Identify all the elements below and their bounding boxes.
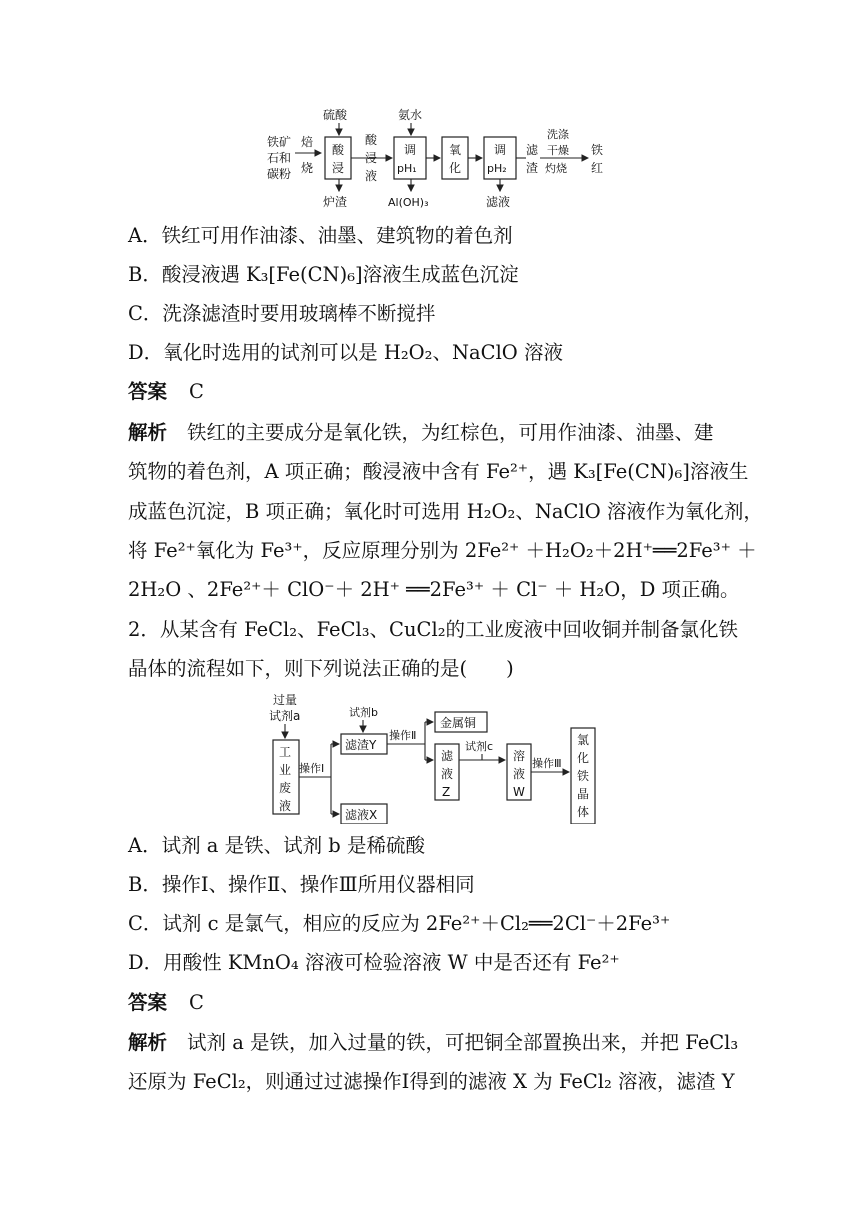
flow1-oxidize-line1: 氧 [449,143,462,157]
flow1-product-line2: 红 [591,161,604,175]
q1-option-b: B．酸浸液遇 K₃[Fe(CN)₆]溶液生成蓝色沉淀 [128,263,519,286]
flow2-reagent-a-line2: 试剂a [269,709,301,723]
flow1-step-wash: 洗涤 [547,128,569,141]
q2-option-c: C．试剂 c 是氯气，相应的反应为 2Fe²⁺＋Cl₂══2Cl⁻＋2Fe³⁺ [128,912,671,935]
flow1-product-line1: 铁 [591,143,604,157]
q2-answer-label: 答案 [128,991,168,1014]
flow1-oxidize-line2: 化 [449,161,462,175]
flow1-acid-label: 硫酸 [323,108,348,122]
flow1-residue-line1: 滤 [526,143,539,157]
q2-option-b: B．操作Ⅰ、操作Ⅱ、操作Ⅲ所用仪器相同 [128,873,475,896]
flow2-op1-label: 操作Ⅰ [299,762,325,775]
q1-analysis-line-2: 筑物的着色剂，A 项正确；酸浸液中含有 Fe²⁺，遇 K₃[Fe(CN)₆]溶液生 [128,460,749,483]
q1-answer-value: C [189,380,204,403]
flow2-crystal-2: 化 [577,751,590,765]
flow2-filtrate-z-2: 液 [441,767,454,781]
q2-answer-row [128,990,204,1016]
flow1-residue-line2: 渣 [526,161,539,175]
flow1-acid-box-line2: 浸 [332,161,345,175]
flow1-filtrate-label: 滤液 [486,195,511,209]
flow2-crystal-4: 晶 [577,787,590,801]
flow2-crystal-1: 氯 [577,733,590,747]
q2-option-a: A．试剂 a 是铁、试剂 b 是稀硫酸 [128,834,425,857]
q2-answer-value: C [189,991,204,1014]
flow2-residue-y-label: 滤渣Y [345,738,377,752]
flow2-solution-w-2: 液 [513,767,526,781]
flow2-filtrate-z-3: Z [442,785,451,799]
flow-diagram-2 [265,692,605,824]
q1-analysis-label: 解析 [128,421,168,444]
q2-analysis-label: 解析 [128,1031,168,1054]
flow1-input-line3: 碳粉 [267,167,292,181]
q2-option-d: D．用酸性 KMnO₄ 溶液可检验溶液 W 中是否还有 Fe²⁺ [128,951,620,974]
q1-analysis-line-1: 铁红的主要成分是氧化铁，为红棕色，可用作油漆、油墨、建 [187,421,714,444]
flow1-step-dry: 干燥 [547,144,569,157]
q2-analysis-line-2: 还原为 FeCl₂，则通过过滤操作Ⅰ得到的滤液 X 为 FeCl₂ 溶液，滤渣 Y [128,1070,735,1093]
flow2-filtrate-z-1: 滤 [441,749,454,763]
q1-option-c: C．洗涤滤渣时要用玻璃棒不断搅拌 [128,302,436,325]
flow2-reagent-b-label: 试剂b [349,706,378,719]
flow2-waste-4: 液 [279,799,292,813]
q1-analysis-line-3: 成蓝色沉淀，B 项正确；氧化时可选用 H₂O₂、NaClO 溶液作为氧化剂， [128,500,763,523]
flow1-input-line2: 石和 [267,151,292,165]
flow1-acid-box-line1: 酸 [332,143,345,157]
flow2-reagent-c-label: 试剂c [465,740,494,753]
flow1-input-line1: 铁矿 [267,135,292,149]
q1-analysis-row-1 [128,420,714,446]
flow2-copper-label: 金属铜 [440,716,477,730]
q2-stem-line-2: 晶体的流程如下，则下列说法正确的是( ) [128,657,514,680]
q1-option-a: A．铁红可用作油漆、油墨、建筑物的着色剂 [128,224,513,247]
q2-analysis-line-1: 试剂 a 是铁，加入过量的铁，可把铜全部置换出来，并把 FeCl₃ [187,1031,739,1054]
flow1-ph1-line1: 调 [404,143,417,157]
q1-analysis-line-5: 2H₂O 、2Fe²⁺＋ ClO⁻＋ 2H⁺ ══2Fe³⁺ ＋ Cl⁻ ＋ H₂O，D 项正确。 [128,578,740,601]
q1-answer-label: 答案 [128,380,168,403]
flow2-waste-1: 工 [279,745,292,759]
flow2-crystal-3: 铁 [577,769,590,783]
q1-option-d: D．氧化时选用的试剂可以是 H₂O₂、NaClO 溶液 [128,341,563,364]
q2-stem-line-1: 2．从某含有 FeCl₂、FeCl₃、CuCl₂的工业废液中回收铜并制备氯化铁 [128,618,739,641]
flow1-leach-line3: 液 [365,169,378,183]
flow1-slag-label: 炉渣 [323,195,348,209]
flow2-waste-3: 废 [279,781,292,795]
flow1-ammonia-label: 氨水 [398,108,423,122]
flow1-roast-line2: 烧 [301,161,314,175]
flow1-ph2-line2: pH₂ [487,162,507,175]
flow1-leach-line1: 酸 [365,133,378,147]
q1-answer-row [128,379,204,405]
flow2-waste-2: 业 [279,763,292,777]
flow-diagram-1 [255,100,615,215]
flow1-roast-line1: 焙 [301,135,314,149]
q2-analysis-row-1 [128,1030,738,1056]
flow2-reagent-a-line1: 过量 [273,693,298,707]
q1-analysis-line-4: 将 Fe²⁺氧化为 Fe³⁺，反应原理分别为 2Fe²⁺ ＋H₂O₂＋2H⁺══2Fe³⁺ ＋ [128,539,757,562]
flow2-op3-label: 操作Ⅲ [532,757,562,770]
flow2-filtrate-x-label: 滤液X [345,808,378,822]
flow1-ph1-line2: pH₁ [397,162,417,175]
flow1-aloh-label: Al(OH)₃ [388,196,429,209]
flow2-solution-w-1: 溶 [513,749,526,763]
flow1-ph2-line1: 调 [494,143,507,157]
flow1-leach-line2: 浸 [365,151,378,165]
flow1-step-burn: 灼烧 [545,162,567,175]
flow2-crystal-5: 体 [577,805,590,819]
flow2-op2-label: 操作Ⅱ [389,729,417,742]
flow2-solution-w-3: W [513,785,525,799]
